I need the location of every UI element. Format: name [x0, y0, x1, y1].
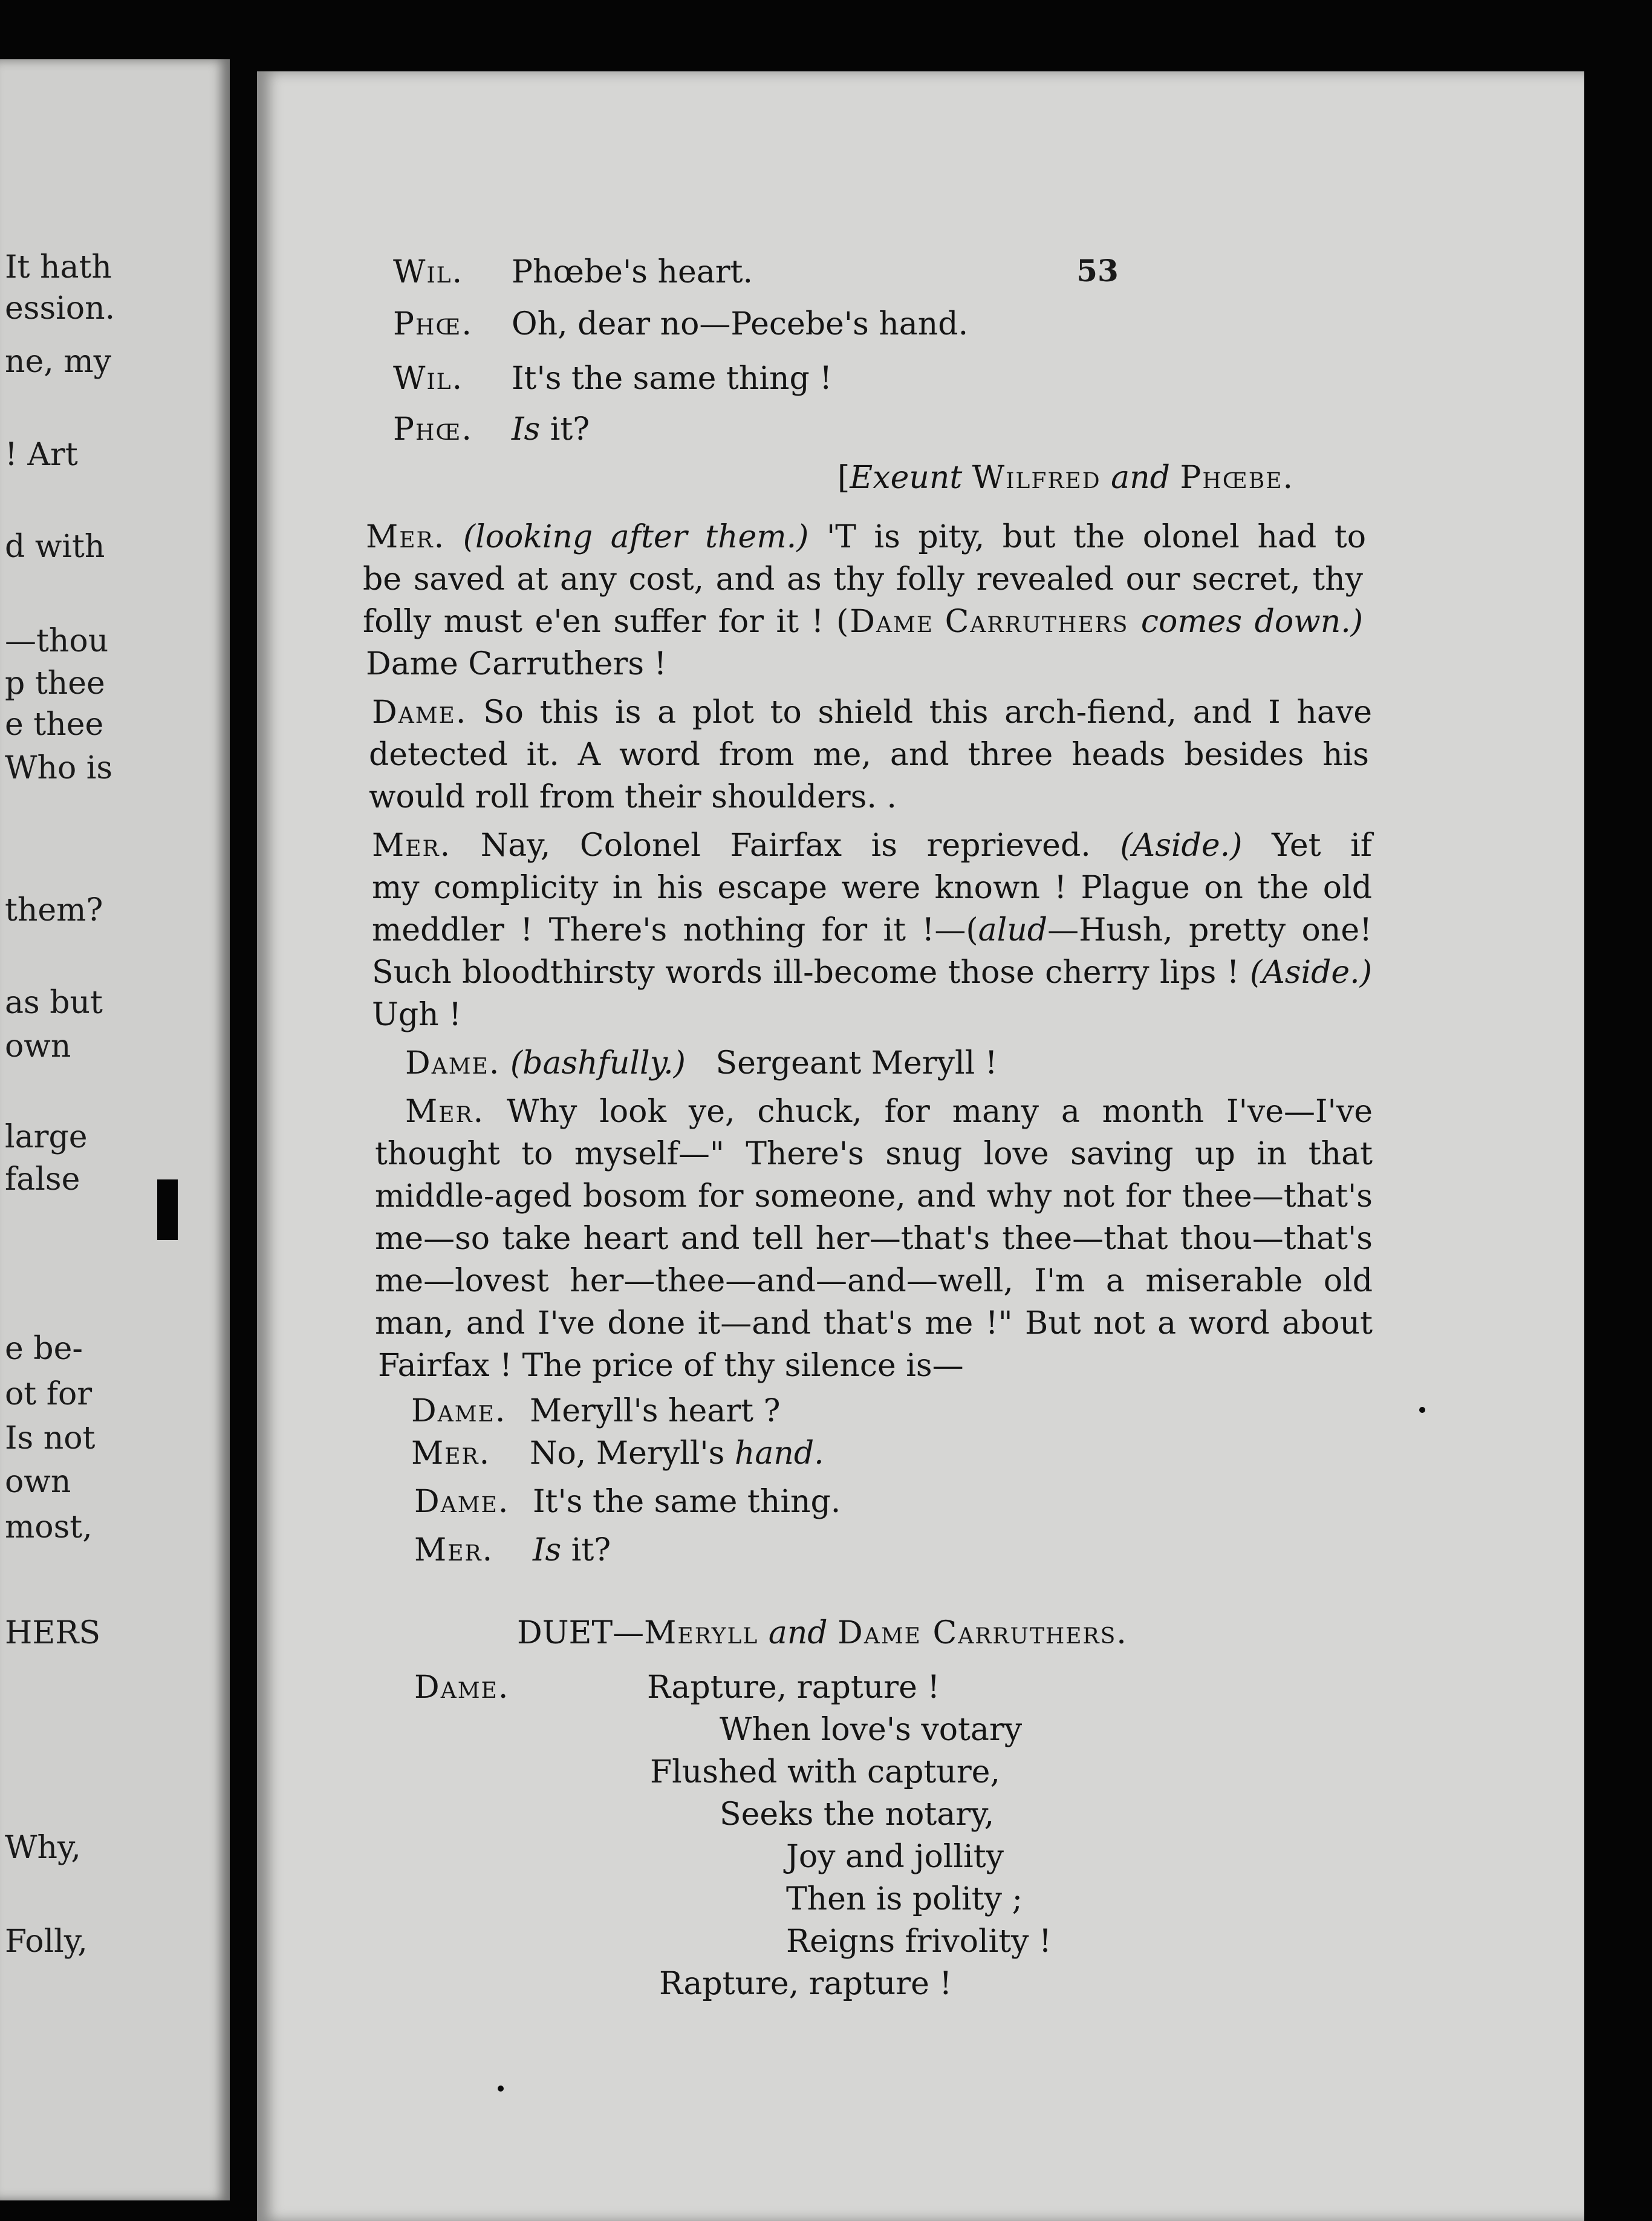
character-name: Dame Carruthers. [837, 1615, 1128, 1651]
dialogue-line [393, 306, 968, 342]
verse-line: Seeks the notary, [720, 1796, 995, 1833]
verse-line: Then is polity ; [786, 1881, 1023, 1917]
left-page-text-fragment: ession. [5, 290, 115, 327]
ink-speck [498, 2086, 504, 2092]
paragraph-line [372, 954, 1372, 991]
stage-direction: alud [978, 912, 1048, 948]
character-name: (Dame Carruthers [836, 604, 1129, 640]
paragraph-text: Why look ye, chuck, for many a month I've—I've [507, 1094, 1373, 1130]
verse-line: Flushed with capture, [650, 1754, 1000, 1790]
paragraph-line [366, 519, 1366, 555]
speaker-name: Wil. [393, 360, 464, 397]
dialogue-text: It's the same thing. [533, 1484, 841, 1520]
left-page-text-fragment: Is not [5, 1420, 96, 1456]
stage-direction: hand. [734, 1435, 824, 1472]
paragraph-text: So this is a plot to shield this arch-fiend, and I have [483, 694, 1372, 731]
dialogue-line [414, 1532, 611, 1568]
page-number: 53 [1076, 253, 1119, 289]
left-page-text-fragment: own [5, 1464, 71, 1500]
character-name: Wilfred [972, 460, 1101, 496]
stage-direction: and [1111, 460, 1170, 496]
left-page-text-fragment: large [5, 1119, 88, 1155]
speaker-name: Mer. [405, 1094, 485, 1130]
speaker-name: Mer. [366, 519, 446, 555]
dialogue-line [393, 254, 753, 290]
stage-direction: (bashfully.) [510, 1045, 686, 1081]
left-page-text-fragment: them? [5, 892, 103, 928]
bracket: [ [837, 460, 850, 496]
stage-direction: (Aside.) [1120, 827, 1243, 864]
paragraph-line: me—so take heart and tell her—that's thee—that thou—that's [375, 1221, 1373, 1257]
verse-speaker [414, 1669, 509, 1706]
duet-label: DUET— [517, 1615, 645, 1651]
paragraph-text: Such bloodthirsty words ill-become those cherry lips ! [372, 954, 1240, 991]
paragraph-line [372, 694, 1372, 731]
speaker-name: Mer. [411, 1435, 491, 1472]
dialogue-line [411, 1393, 780, 1429]
paragraph-text: 'T is pity, but the olonel had to [826, 519, 1367, 555]
character-name: Phœbe. [1180, 460, 1295, 496]
stage-direction: Exeunt [850, 460, 963, 496]
paragraph-text: folly must e'en suffer for it ! [363, 604, 824, 640]
dialogue-text: it? [571, 1532, 611, 1568]
left-page-text-fragment: as but [5, 985, 103, 1021]
dialogue-text: Phœbe's heart. [512, 254, 753, 290]
paragraph-line: my complicity in his escape were known ! Plague on the old [372, 870, 1372, 906]
left-page-text-fragment: d with [5, 529, 105, 565]
dialogue-text: No, Meryll's [530, 1435, 725, 1472]
gutter-ornament [157, 1179, 178, 1240]
paragraph-line: man, and I've done it—and that's me !" But not a word about [375, 1305, 1373, 1342]
left-page-text-fragment: own [5, 1028, 71, 1065]
speaker-name: Mer. [372, 827, 452, 864]
speaker-name: Dame. [414, 1484, 510, 1520]
stage-direction: Is [533, 1532, 562, 1568]
dialogue-line [393, 360, 832, 397]
left-page-text-fragment: It hath [5, 249, 112, 285]
paragraph-line: me—lovest her—thee—and—and—well, I'm a miserable old [375, 1263, 1373, 1299]
stage-direction: (Aside.) [1249, 954, 1372, 991]
paragraph-line: Dame Carruthers ! [366, 646, 667, 682]
speaker-name: Dame. [372, 694, 467, 731]
paragraph-text: Nay, Colonel Fairfax is reprieved. [480, 827, 1091, 864]
paragraph-line: Fairfax ! The price of thy silence is— [378, 1348, 964, 1384]
paragraph-line: Ugh ! [372, 997, 462, 1033]
speaker-name: Dame. [405, 1045, 501, 1081]
verse-line: Joy and jollity [786, 1839, 1004, 1875]
ink-speck [1419, 1407, 1425, 1413]
paragraph-line [372, 912, 1372, 948]
speaker-name: Dame. [414, 1669, 510, 1706]
left-page-text-fragment: Who is [5, 750, 113, 786]
character-name: Meryll [644, 1615, 759, 1651]
left-page-text-fragment: —thou [5, 623, 109, 659]
verse-line: Rapture, rapture ! [647, 1669, 940, 1706]
right-page [257, 71, 1584, 2221]
stage-direction: and [768, 1615, 828, 1651]
paragraph-text: Yet if [1272, 827, 1373, 864]
left-page-text-fragment: HERS [5, 1615, 101, 1651]
left-page-text-fragment: most, [5, 1509, 93, 1545]
dialogue-text: Meryll's heart ? [530, 1393, 781, 1429]
dialogue-line [393, 411, 590, 448]
paragraph-line [363, 604, 1363, 640]
paragraph-line [372, 827, 1372, 864]
stage-direction: (looking after them.) [463, 519, 809, 555]
speaker-name: Phœ. [393, 411, 473, 448]
speaker-name: Mer. [414, 1532, 494, 1568]
dialogue-line [405, 1045, 998, 1081]
paragraph-text: —Hush, pretty one! [1047, 912, 1373, 948]
dialogue-line [411, 1435, 824, 1472]
paragraph-text: meddler ! There's nothing for it !—( [372, 912, 978, 948]
speaker-name: Dame. [411, 1393, 507, 1429]
paragraph-line: middle-aged bosom for someone, and why not for thee—that's [375, 1178, 1373, 1215]
left-page-text-fragment: ! Art [5, 437, 78, 473]
left-page-text-fragment: Folly, [5, 1923, 88, 1960]
left-page-text-fragment: false [5, 1161, 80, 1198]
paragraph-line [405, 1094, 1373, 1130]
left-page-text-fragment: e be- [5, 1331, 83, 1367]
paragraph-line: thought to myself—" There's snug love saving up in that [375, 1136, 1373, 1172]
paragraph-line: would roll from their shoulders. . [369, 779, 897, 815]
duet-heading [517, 1615, 1128, 1651]
stage-direction: comes down.) [1140, 604, 1364, 640]
stage-direction: Is [512, 411, 541, 448]
paragraph-line: be saved at any cost, and as thy folly revealed our secret, thy [363, 561, 1363, 598]
paragraph-line: detected it. A word from me, and three heads besides his [369, 737, 1369, 773]
verse-line: Rapture, rapture ! [659, 1966, 952, 2002]
left-page-text-fragment: ot for [5, 1376, 93, 1412]
left-page-text-fragment: Why, [5, 1830, 81, 1866]
left-page-text-fragment: ne, my [5, 344, 112, 380]
verse-line: Reigns frivolity ! [786, 1923, 1052, 1960]
dialogue-text: it? [550, 411, 590, 448]
verse-line: When love's votary [720, 1712, 1023, 1748]
dialogue-text: Oh, dear no—Pecebe's hand. [512, 306, 969, 342]
left-page [0, 59, 230, 2200]
exit-direction [837, 460, 1294, 496]
left-page-text-fragment: e thee [5, 706, 104, 743]
left-page-text-fragment: p thee [5, 665, 105, 702]
speaker-name: Wil. [393, 254, 464, 290]
dialogue-text: Sergeant Meryll ! [715, 1045, 998, 1081]
dialogue-text: It's the same thing ! [512, 360, 833, 397]
speaker-name: Phœ. [393, 306, 473, 342]
dialogue-line [414, 1484, 841, 1520]
